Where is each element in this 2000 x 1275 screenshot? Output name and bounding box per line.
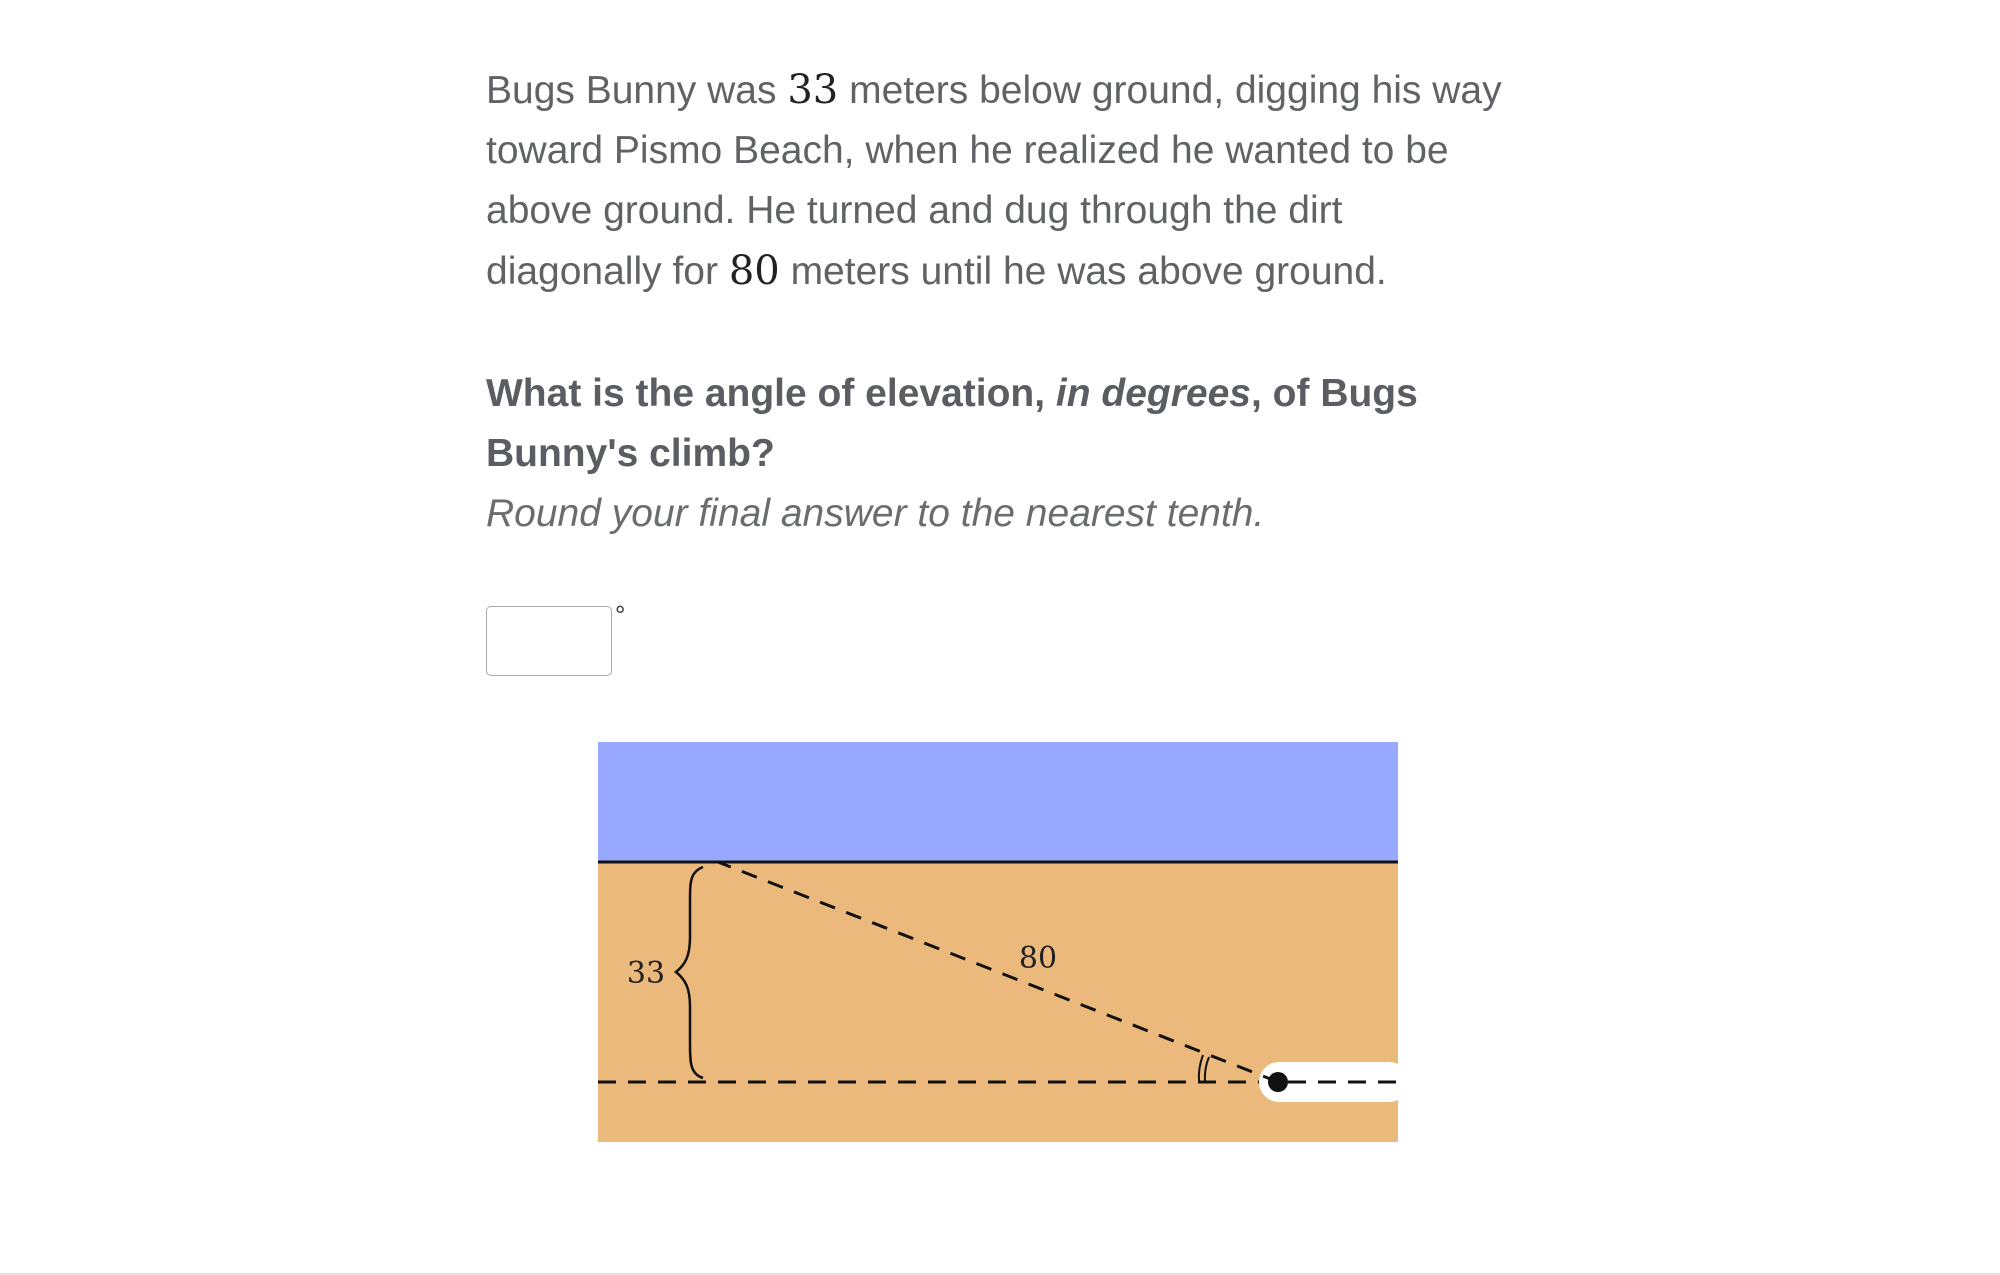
question-prompt: What is the angle of elevation, in degrees, of Bugs Bunny's climb?	[486, 372, 1418, 475]
question-content	[486, 60, 1526, 544]
diagram	[598, 742, 1398, 1142]
rounding-hint: Round your final answer to the nearest tenth.	[486, 492, 1265, 535]
problem-text: Bugs Bunny was 33 meters below ground, digging his way toward Pismo Beach, when he realized he wanted to be above ground. He turned and dug through the dirt diagonally for 80 meters until he was above ground.	[486, 67, 1502, 294]
answer-input[interactable]	[486, 606, 612, 676]
degree-unit: °	[615, 600, 626, 630]
question-emphasis: in degrees	[1055, 372, 1251, 415]
distance-value: 80	[728, 248, 780, 294]
bugs-bunny-position	[1268, 1072, 1288, 1092]
sky-region	[598, 742, 1398, 862]
hypotenuse-label: 80	[1018, 941, 1058, 976]
depth-label: 33	[626, 956, 666, 991]
depth-value: 33	[787, 67, 839, 113]
